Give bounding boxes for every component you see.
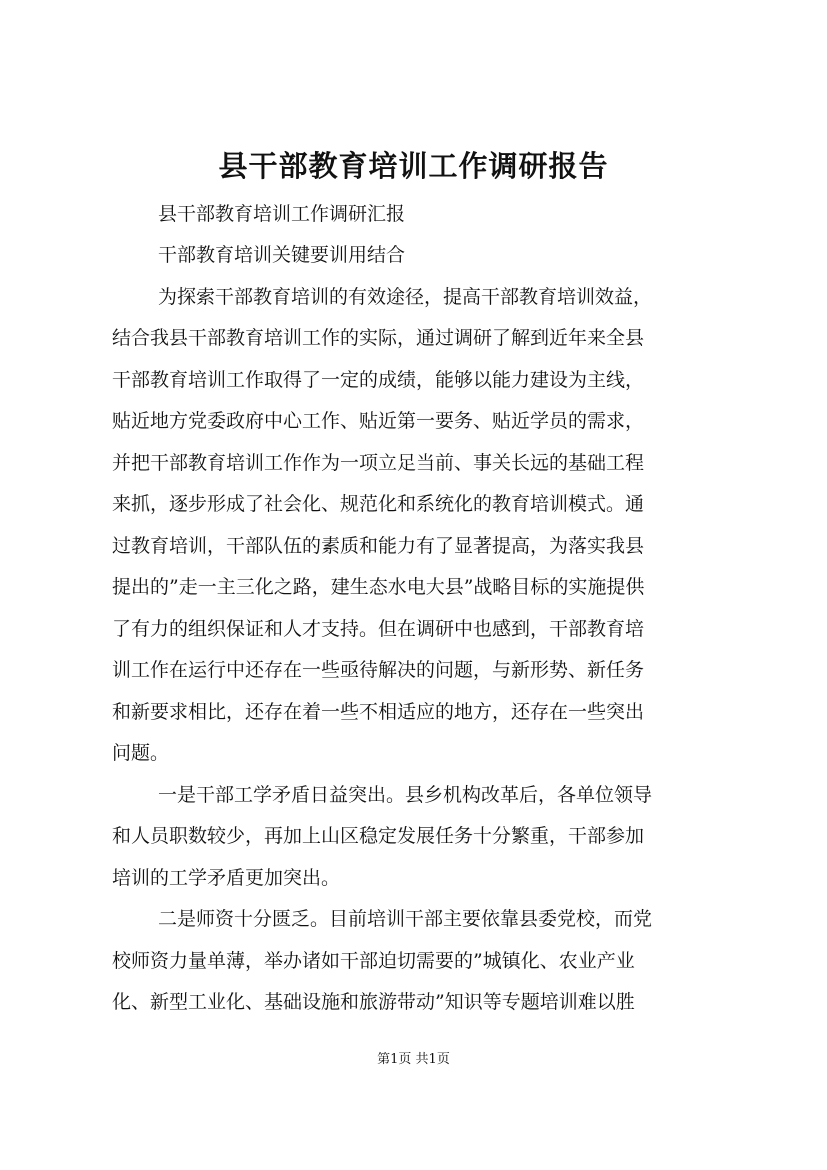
- paragraph-line: 训工作在运行中还存在一些亟待解决的问题，与新形势、新任务: [112, 659, 645, 681]
- paragraph-line: 贴近地方党委政府中心工作、贴近第一要务、贴近学员的需求，: [112, 410, 645, 432]
- paragraph-line: 结合我县干部教育培训工作的实际，通过调研了解到近年来全县: [112, 327, 645, 349]
- paragraph-line: 了有力的组织保证和人才支持。但在调研中也感到，干部教育培: [112, 618, 645, 640]
- paragraph-line: 来抓，逐步形成了社会化、规范化和系统化的教育培训模式。通: [112, 493, 645, 515]
- page-footer: 第1页 共1页: [377, 1052, 450, 1067]
- paragraph-line: 干部教育培训工作取得了一定的成绩，能够以能力建设为主线，: [112, 369, 645, 391]
- paragraph-line: 和人员职数较少，再加上山区稳定发展任务十分繁重，干部参加: [112, 825, 645, 847]
- paragraph-line: 为探索干部教育培训的有效途径，提高干部教育培训效益，: [158, 286, 653, 308]
- subtitle-line: 县干部教育培训工作调研汇报: [158, 203, 406, 225]
- paragraph-line: 并把干部教育培训工作作为一项立足当前、事关长远的基础工程: [112, 452, 645, 474]
- subtitle-line: 干部教育培训关键要训用结合: [158, 244, 406, 266]
- document-title: 县干部教育培训工作调研报告: [218, 149, 609, 183]
- paragraph-line: 问题。: [112, 742, 170, 764]
- paragraph-line: 校师资力量单薄，举办诸如干部迫切需要的”城镇化、农业产业: [112, 950, 635, 972]
- paragraph-line: 培训的工学矛盾更加突出。: [112, 867, 341, 889]
- paragraph-line: 和新要求相比，还存在着一些不相适应的地方，还存在一些突出: [112, 701, 645, 723]
- paragraph-line: 过教育培训，干部队伍的素质和能力有了显著提高，为落实我县: [112, 535, 645, 557]
- paragraph-line: 二是师资十分匮乏。目前培训干部主要依靠县委党校，而党: [158, 908, 653, 930]
- paragraph-line: 化、新型工业化、基础设施和旅游带动”知识等专题培训难以胜: [112, 991, 635, 1013]
- paragraph-line: 提出的”走一主三化之路，建生态水电大县”战略目标的实施提供: [112, 576, 645, 598]
- paragraph-line: 一是干部工学矛盾日益突出。县乡机构改革后，各单位领导: [158, 784, 653, 806]
